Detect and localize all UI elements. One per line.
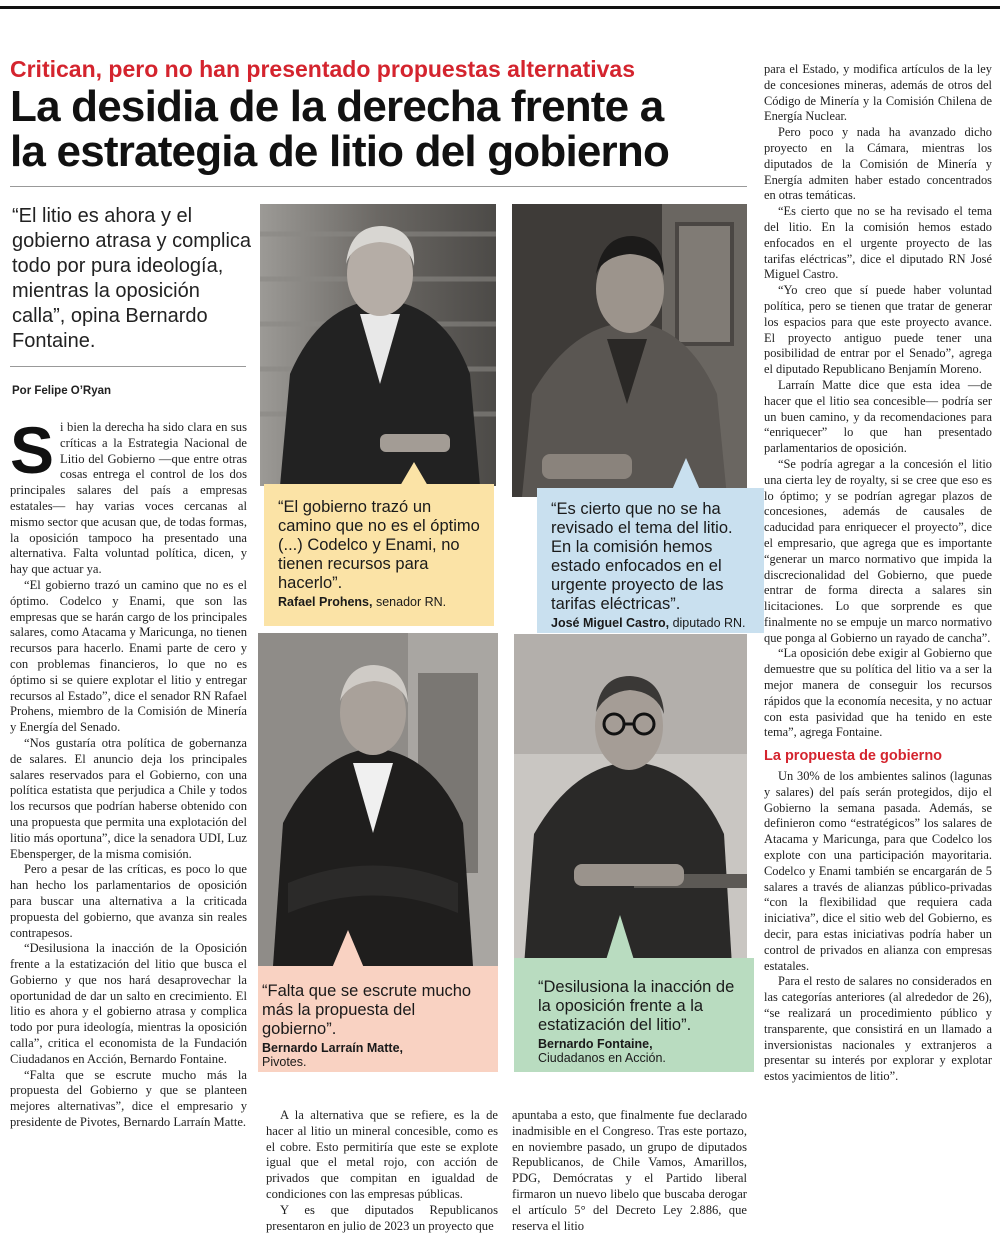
paragraph: “Es cierto que no se ha revisado el tema del litio. En la comisión hemos estado enfocados en el urgente proyecto de las tarifas eléctricas”, dice el diputado RN José Miguel Castro. bbox=[764, 204, 992, 282]
paragraph: “Falta que se escrute mucho más la propuesta del Gobierno y que se planteen mejores alternativas”, dice el empresario y presidente de Pivotes, Bernardo Larraín Matte. bbox=[10, 1067, 247, 1130]
paragraph: Y es que diputados Republicanos presentaron en julio de 2023 un proyecto que bbox=[266, 1202, 498, 1233]
headline-divider bbox=[10, 186, 747, 187]
article-column-4 bbox=[764, 62, 992, 1085]
paragraph: Para el resto de salares no considerados en las categorías anteriores (al alrededor de 26), “se realizará un procedimiento público y transparente, que consistirá en un llamado a inversionistas nacionales y extranjeros a presentar su interés por explorar y explotar estos yacimientos de litio”. bbox=[764, 974, 992, 1084]
paragraph: para el Estado, y modifica artículos de la ley de concesiones mineras, además de otros del Código de Minería y la Comisión Chilena de Energía Nuclear. bbox=[764, 62, 992, 124]
paragraph: Si bien la derecha ha sido clara en sus críticas a la Estrategia Nacional de Litio del Gobierno —que entre otras cosas entrega el control de los dos principales salares del país a empresas estatales— hay varias voces cercanas al mismo sector que acusan que, de todas formas, la oposición tampoco ha presentado una alternativa. Falta voluntad política, dicen, y hay que actuar ya. bbox=[10, 413, 247, 577]
bubble-tail bbox=[400, 462, 428, 486]
headline-line-2: la estrategia de litio del gobierno bbox=[10, 127, 670, 176]
deck-divider bbox=[10, 366, 246, 367]
bubble-tail bbox=[606, 915, 634, 960]
quote-bubble-castro bbox=[537, 488, 764, 633]
quote-attribution: Rafael Prohens, senador RN. bbox=[278, 595, 447, 609]
paragraph: Un 30% de los ambientes salinos (lagunas y salares) del país serán protegidos, dijo el Gobierno la semana pasada. Además, se definieron como “estratégicos” los salares de Atacama y Maricunga, para que Codelco los explote con una participación mayoritaria. Codelco y Enami también se encargarán de 5 salares a través de alianzas público-privadas “con la flexibilidad que requiera cada iniciativa”, dice el sitio web del Gobierno, es decir, para estas iniciativas podría haber un control de privados en alianza con empresas estatales. bbox=[764, 769, 992, 973]
article-column-3 bbox=[512, 1108, 747, 1234]
paragraph: Pero a pesar de las críticas, es poco lo que han hecho los parlamentarios de oposición para buscar una alternativa a la criticada propuesta del gobierno, que avanza sin reales contrapesos. bbox=[10, 862, 247, 940]
quote-attribution: Bernardo Larraín Matte, Pivotes. bbox=[262, 1041, 404, 1069]
bernardo-larrain-photo bbox=[258, 633, 498, 966]
quote-text: “Desilusiona la inacción de la oposición frente a la estatización del litio”. bbox=[538, 978, 735, 1034]
rafael-prohens-photo bbox=[260, 204, 496, 486]
quote-bubble-fontaine bbox=[514, 958, 754, 1072]
jose-miguel-castro-photo bbox=[512, 204, 747, 497]
drop-cap: S bbox=[10, 413, 55, 487]
quote-attribution: Bernardo Fontaine, Ciudadanos en Acción. bbox=[538, 1037, 666, 1065]
top-rule bbox=[0, 6, 1000, 9]
quote-text: “Es cierto que no se ha revisado el tema del litio. En la comisión hemos estado enfocados en el urgente proyecto de las tarifas eléctricas”. bbox=[551, 500, 733, 613]
quote-text: “El gobierno trazó un camino que no es el óptimo (...) Codelco y Enami, no tienen recursos para hacerlo”. bbox=[278, 498, 480, 592]
paragraph: “Desilusiona la inacción de la Oposición frente a la estatización del litio que busca el Gobierno y que nos hará desaprovechar la oportunidad de dar un salto en crecimiento. El litio es ahora y el gobierno atrasa y complica todo por pura ideología, mientras la oposición calla”, critica el economista de la Fundación Ciudadanos en Acción, Bernardo Fontaine. bbox=[10, 941, 247, 1066]
paragraph: “La oposición debe exigir al Gobierno que demuestre que su política del litio va a ser la mejor manera de conseguir los recursos rápidos que la economía necesita, y no actuar con esta pasividad que ha tenido en este tema”, agrega Fontaine. bbox=[764, 646, 992, 740]
paragraph: “Nos gustaría otra política de gobernanza de salares. El anuncio deja los principales salares reservados para el Gobierno, con una política estatista que perjudica a Chile y todos los recursos que podrían haberse obtenido con una propuesta que permita una explotación del litio más oportuna”, dice la senadora UDI, Luz Ebensperger, de la misma comisión. bbox=[10, 735, 247, 861]
paragraph: “Se podría agregar a la concesión el litio una cierta ley de royalty, si se cree que eso es lo óptimo; y se podrían agregar plazos de concesiones, además de causales de caducidad para enriquecer el proyecto”, dice el empresario, que agrega que es importante “generar un marco normativo que impida la discrecionalidad del Gobierno, que puede entrar de forma directa a salares sin licitaciones. Lo que sorprende es que finalmente no se empuje un marco normativo que ponga al Gobierno un rayado de cancha”. bbox=[764, 456, 992, 645]
paragraph: Pero poco y nada ha avanzado dicho proyecto en la Cámara, mientras los diputados de la Comisión de Minería y Energía admiten haber estado concentrados en otras temáticas. bbox=[764, 125, 992, 203]
bubble-tail bbox=[672, 458, 700, 490]
headline bbox=[10, 84, 750, 174]
paragraph: A la alternativa que se refiere, es la de hacer al litio un mineral concesible, como es el cobre. Esto permitiría que este se explote igual que el metal rojo, con acción de privados que compitan en igualdad de condiciones con las empresas públicas. bbox=[266, 1108, 498, 1201]
paragraph: apuntaba a esto, que finalmente fue declarado inadmisible en el Congreso. Tras este portazo, en noviembre pasado, un grupo de diputados Republicanos, de Chile Vamos, Amarillos, PDG, Demócratas y el Partido liberal firmaron un nuevo libelo que buscaba derogar el artículo 5° del Decreto Ley 2.886, que reserva el litio bbox=[512, 1108, 747, 1233]
headline-line-1: La desidia de la derecha frente a bbox=[10, 82, 664, 131]
byline: Por Felipe O’Ryan bbox=[12, 385, 112, 397]
bubble-tail bbox=[332, 930, 364, 968]
quote-bubble-prohens bbox=[264, 484, 494, 626]
deck-quote: “El litio es ahora y el gobierno atrasa y complica todo por pura ideología, mientras la oposición calla”, opina Bernardo Fontaine. bbox=[12, 205, 252, 352]
article-column-2 bbox=[266, 1108, 498, 1234]
article-column-1 bbox=[10, 413, 247, 1131]
kicker: Critican, pero no han presentado propuestas alternativas bbox=[10, 56, 635, 82]
paragraph: “Yo creo que sí puede haber voluntad política, pero se tienen que tratar de generar los espacios para que este proyecto avance. El proyecto antiguo puede tener una posibilidad de entrar por el Senado”, agrega el diputado Republicano Benjamín Moreno. bbox=[764, 283, 992, 377]
paragraph: Larraín Matte dice que esta idea —de hacer que el litio sea concesible— podría ser un buen camino, y da recomendaciones para “enriquecer” lo que han presentado parlamentarios de oposición. bbox=[764, 377, 992, 456]
paragraph: “El gobierno trazó un camino que no es el óptimo. Codelco y Enami, que son las empresas que se harán cargo de los principales salares, como Atacama y Maricunga, no tienen recursos para hacerlo. Enami parte de cero y con problemas financieros, lo que no es óptimo si se quiere explotar el litio y entregar recursos al Estado”, dice el senador RN Rafael Prohens, miembro de la Comisión de Minería y Energía del Senado. bbox=[10, 577, 247, 735]
subheading: La propuesta de gobierno bbox=[764, 748, 943, 765]
quote-bubble-larrain bbox=[258, 966, 498, 1072]
quote-text: “Falta que se escrute mucho más la propuesta del gobierno”. bbox=[262, 982, 472, 1038]
quote-attribution: José Miguel Castro, diputado RN. bbox=[551, 616, 746, 630]
